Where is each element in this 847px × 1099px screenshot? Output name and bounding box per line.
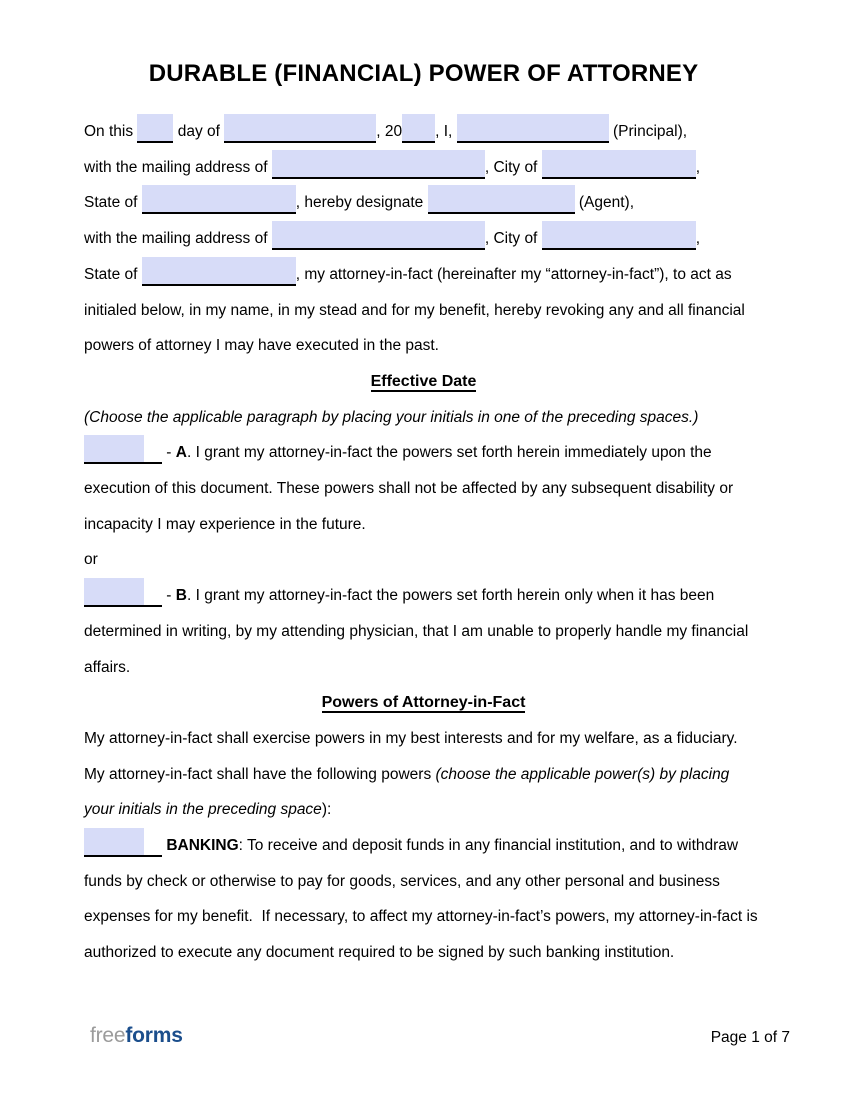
month-field[interactable]	[224, 114, 376, 143]
text-run: My attorney-in-fact shall have the following powers	[84, 765, 436, 783]
text-run: , hereby designate	[295, 194, 428, 212]
text-line	[84, 471, 763, 507]
text-run: your initials in the preceding space	[84, 801, 322, 819]
agent-address-field[interactable]	[272, 221, 485, 250]
document-body	[84, 114, 763, 971]
text-line	[84, 328, 763, 364]
text-run: . I grant my attorney-in-fact the powers set forth herein only when it has been	[186, 587, 715, 605]
text-run: day of	[173, 123, 225, 140]
text-run: A	[175, 444, 187, 462]
text-run: . I grant my attorney-in-fact the powers set forth herein immediately upon the	[186, 444, 712, 462]
text-run: BANKING	[166, 837, 239, 855]
text-run: , 20	[376, 123, 403, 140]
text-run: (Principal),	[608, 123, 688, 140]
logo-forms-text: forms	[125, 1024, 183, 1047]
logo-free-text: free	[90, 1024, 126, 1047]
text-line	[84, 507, 763, 543]
text-line	[84, 293, 763, 329]
text-run: authorized to execute any document required to be signed by such banking institution.	[84, 944, 675, 962]
text-run: with the mailing address of	[84, 230, 272, 248]
text-run: , City of	[484, 158, 542, 176]
text-line	[84, 185, 763, 221]
text-line	[84, 435, 763, 471]
text-line	[84, 221, 763, 257]
text-line	[84, 899, 763, 935]
text-line	[84, 614, 763, 650]
text-run: , I,	[435, 123, 457, 140]
text-run: ,	[695, 230, 700, 248]
document-title: DURABLE (FINANCIAL) POWER OF ATTORNEY	[148, 60, 699, 87]
text-line	[84, 757, 763, 793]
text-run: ,	[695, 158, 700, 176]
year-field[interactable]	[402, 114, 435, 143]
text-line	[84, 792, 763, 828]
agent-state-field[interactable]	[142, 257, 296, 286]
text-run: -	[162, 587, 176, 605]
text-run: -	[162, 444, 176, 462]
text-run: : To receive and deposit funds in any financial institution, and to withdraw	[238, 837, 739, 855]
text-run: State of	[84, 265, 142, 283]
principal-city-field[interactable]	[542, 150, 696, 179]
agent-name-field[interactable]	[428, 185, 575, 214]
text-line	[84, 935, 763, 971]
text-run: My attorney-in-fact shall exercise powers in my best interests and for my welfare, as a fiduciary.	[84, 729, 738, 747]
text-line	[84, 114, 763, 150]
section-heading-text: Effective Date	[370, 372, 477, 390]
banking-initials-field[interactable]	[84, 828, 162, 857]
text-run: (choose the applicable power(s) by placing	[435, 765, 730, 783]
text-run: B	[175, 587, 187, 605]
principal-state-field[interactable]	[142, 185, 296, 214]
section-heading	[84, 685, 763, 721]
text-run: affairs.	[84, 658, 131, 676]
text-line	[84, 864, 763, 900]
text-run: initialed below, in my name, in my stead and for my benefit, hereby revoking any and all financial	[84, 301, 745, 319]
option-a-initials-field[interactable]	[84, 435, 162, 464]
freeforms-logo[interactable]	[90, 1022, 183, 1050]
text-line	[84, 578, 763, 614]
text-run: (Choose the applicable paragraph by placing your initials in one of the preceding spaces.)	[84, 408, 699, 426]
agent-city-field[interactable]	[542, 221, 696, 250]
page-number: Page 1 of 7	[710, 1029, 790, 1046]
text-run: On this	[84, 123, 138, 140]
text-line	[84, 150, 763, 186]
text-run: ):	[321, 801, 332, 819]
text-run: or	[84, 551, 98, 569]
text-run: (Agent),	[574, 194, 635, 212]
text-run: incapacity I may experience in the future.	[84, 515, 366, 533]
text-run: execution of this document. These powers shall not be affected by any subsequent disability or	[84, 480, 734, 498]
day-field[interactable]	[137, 114, 173, 143]
principal-name-field[interactable]	[457, 114, 609, 143]
text-line	[84, 400, 763, 436]
page-footer	[0, 1022, 847, 1050]
option-b-initials-field[interactable]	[84, 578, 162, 607]
text-line	[84, 542, 763, 578]
text-run: determined in writing, by my attending physician, that I am unable to properly handle my financial	[84, 622, 749, 640]
principal-address-field[interactable]	[272, 150, 485, 179]
section-heading	[84, 364, 763, 400]
text-line	[84, 650, 763, 686]
text-line	[84, 721, 763, 757]
text-run: funds by check or otherwise to pay for goods, services, and any other personal and business	[84, 872, 720, 890]
text-line	[84, 828, 763, 864]
text-run: powers of attorney I may have executed in the past.	[84, 337, 439, 355]
text-run: State of	[84, 194, 142, 212]
text-run: , my attorney-in-fact (hereinafter my “attorney-in-fact”), to act as	[295, 265, 732, 283]
text-run: expenses for my benefit. If necessary, to affect my attorney-in-fact’s powers, my attorney-in-fact is	[84, 908, 758, 926]
section-heading-text: Powers of Attorney-in-Fact	[321, 694, 526, 712]
text-run: , City of	[484, 230, 542, 248]
text-line	[84, 257, 763, 293]
text-run: with the mailing address of	[84, 158, 272, 176]
